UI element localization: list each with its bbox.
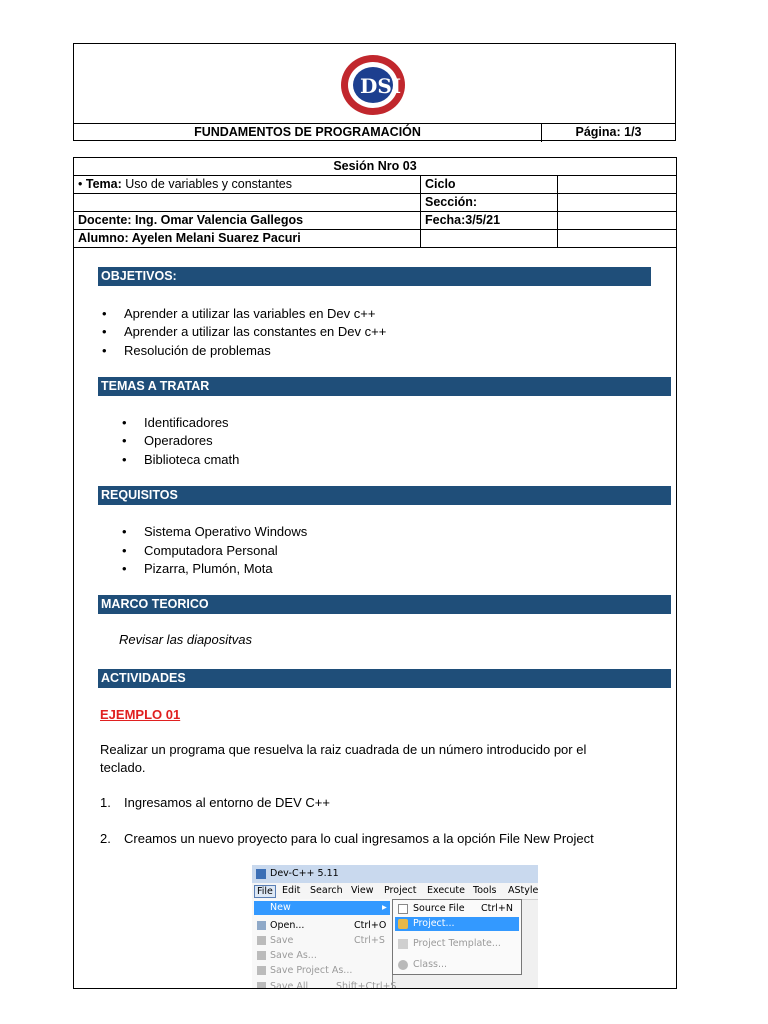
- dsi-logo-icon: [340, 54, 406, 116]
- marco-text: Revisar las diapositvas: [119, 632, 252, 647]
- project-icon: [398, 919, 408, 929]
- fecha-extra: [558, 212, 677, 230]
- new-submenu: [392, 899, 522, 975]
- alumno: Alumno: Ayelen Melani Suarez Pacuri: [74, 230, 421, 248]
- requisitos-heading: REQUISITOS: [98, 486, 671, 505]
- save-project-icon: [257, 966, 266, 975]
- ciclo-label: Ciclo: [421, 176, 558, 194]
- tema-cell: • Tema: Uso de variables y constantes: [74, 176, 421, 194]
- menu-search[interactable]: Search: [310, 885, 343, 896]
- objetivos-heading: OBJETIVOS:: [98, 267, 651, 286]
- example-title: EJEMPLO 01: [100, 707, 181, 722]
- menu-tools[interactable]: Tools: [473, 885, 497, 896]
- file-menu-new[interactable]: New ▸: [254, 901, 390, 915]
- menu-file[interactable]: File: [254, 885, 276, 898]
- alumno-extra-1: [421, 230, 558, 248]
- window-title: Dev-C++ 5.11: [270, 868, 339, 879]
- new-project-template[interactable]: Project Template...: [395, 937, 519, 951]
- course-title: FUNDAMENTOS DE PROGRAMACIÓN: [74, 124, 542, 142]
- ciclo-value: [558, 176, 677, 194]
- statement-line-2: teclado.: [100, 760, 146, 775]
- logo-text: DSI: [360, 74, 402, 98]
- menu-edit[interactable]: Edit: [282, 885, 301, 896]
- save-icon: [257, 936, 266, 945]
- session-number: Sesión Nro 03: [74, 158, 677, 176]
- step-1: Ingresamos al entorno de DEV C++: [124, 795, 330, 810]
- template-icon: [398, 939, 408, 949]
- docente: Docente: Ing. Omar Valencia Gallegos: [74, 212, 421, 230]
- file-menu-save-as[interactable]: Save As...: [254, 949, 390, 963]
- step-2: Creamos un nuevo proyecto para lo cual ingresamos a la opción File New Project: [124, 831, 594, 846]
- statement-line-1: Realizar un programa que resuelva la raiz cuadrada de un número introducido por el: [100, 742, 587, 757]
- file-menu-save-project-as[interactable]: Save Project As...: [254, 964, 390, 978]
- class-icon: [398, 960, 408, 970]
- new-project[interactable]: Project...: [395, 917, 519, 931]
- empty-cell: [74, 194, 421, 212]
- save-as-icon: [257, 951, 266, 960]
- source-file-icon: [398, 904, 408, 914]
- window-titlebar: [252, 865, 538, 883]
- session-info-table: [73, 157, 677, 248]
- step-1-number: 1.: [100, 795, 111, 810]
- header-row: [74, 123, 675, 142]
- document-header: [73, 43, 676, 141]
- menu-astyle[interactable]: AStyle: [508, 885, 538, 896]
- file-menu-save[interactable]: Save Ctrl+S: [254, 934, 390, 948]
- new-source-file[interactable]: Source File Ctrl+N: [395, 902, 519, 916]
- page-number: Página: 1/3: [575, 125, 642, 139]
- menu-execute[interactable]: Execute: [427, 885, 465, 896]
- seccion-label: Sección:: [421, 194, 558, 212]
- tema-value: Uso de variables y constantes: [125, 177, 292, 191]
- actividades-heading: ACTIVIDADES: [98, 669, 671, 688]
- seccion-value: [558, 194, 677, 212]
- devcpp-app-icon: [256, 869, 266, 879]
- temas-heading: TEMAS A TRATAR: [98, 377, 671, 396]
- menu-view[interactable]: View: [351, 885, 374, 896]
- file-menu-dropdown: [252, 899, 397, 988]
- save-all-icon: [257, 982, 266, 988]
- step-2-number: 2.: [100, 831, 111, 846]
- tema-label: Tema:: [85, 177, 122, 191]
- submenu-arrow-icon: ▸: [382, 902, 387, 913]
- file-menu-save-all[interactable]: Save All Shift+Ctrl+S: [254, 980, 390, 988]
- devcpp-screenshot: [252, 865, 538, 988]
- alumno-extra-2: [558, 230, 677, 248]
- file-menu-open[interactable]: Open... Ctrl+O: [254, 919, 390, 933]
- new-class[interactable]: Class...: [395, 958, 519, 972]
- open-folder-icon: [257, 921, 266, 930]
- marco-heading: MARCO TEORICO: [98, 595, 671, 614]
- menu-bar: [252, 883, 538, 900]
- fecha: Fecha:3/5/21: [421, 212, 558, 230]
- menu-project[interactable]: Project: [384, 885, 417, 896]
